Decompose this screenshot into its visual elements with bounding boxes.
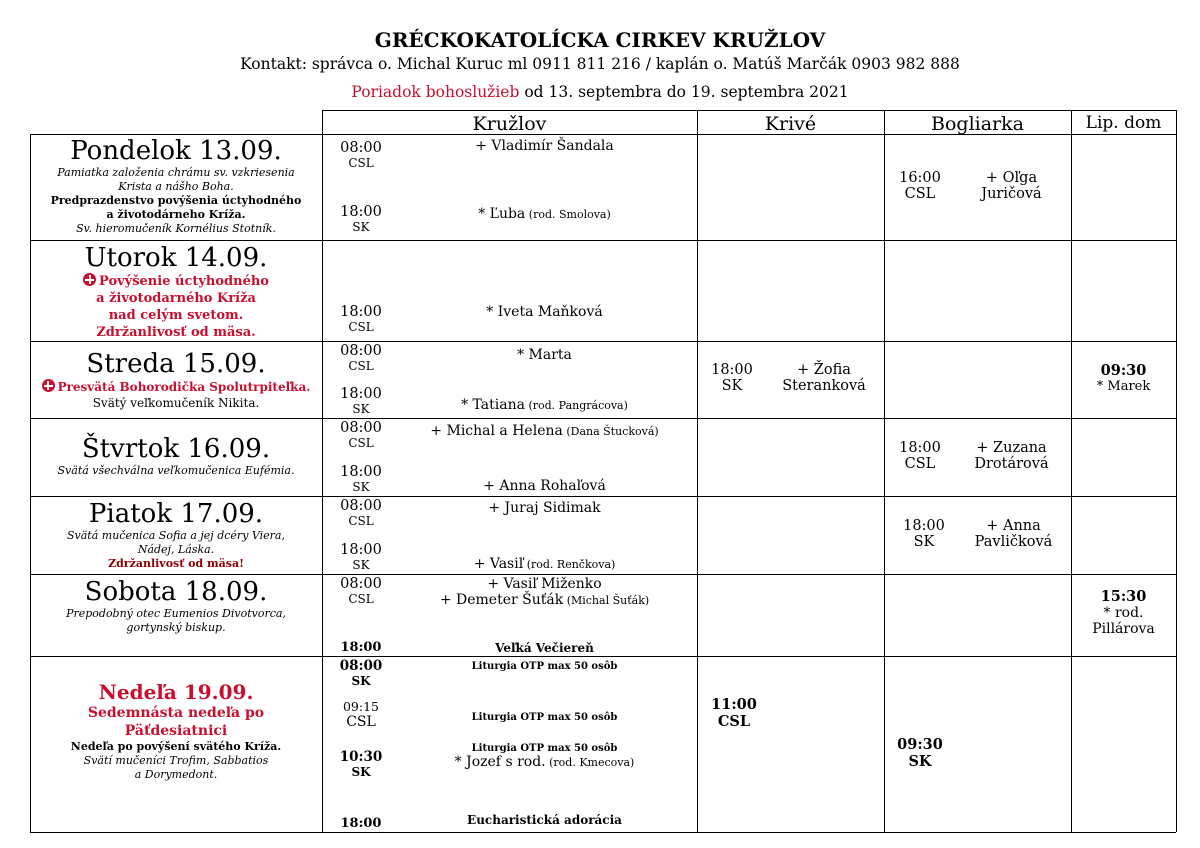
- grid-line: [30, 341, 1176, 342]
- service-time: 18:00: [340, 640, 382, 655]
- intention: * Ľuba (rod. Smolova): [478, 206, 611, 222]
- day-line: gortynský biskup.: [126, 621, 226, 634]
- grid-line: [30, 418, 1176, 419]
- period-dates: od 13. septembra do 19. septembra 2021: [519, 83, 849, 101]
- day-line: a životodarného Kríža: [96, 291, 256, 306]
- intention: Liturgia OTP max 50 osôb: [471, 661, 618, 672]
- service-time: 08:00: [340, 420, 382, 436]
- intention-note: (rod. Smolova): [525, 208, 611, 221]
- intention-note: (rod. Kmecova): [545, 756, 635, 769]
- intention: + Demeter Šuťák (Michal Šuťák): [439, 592, 650, 608]
- day-name: Piatok 17.09.: [88, 499, 264, 529]
- day-line: Svätí mučeníci Trofim, Sabbatios: [83, 754, 269, 767]
- day-name: Sobota 18.09.: [84, 577, 268, 607]
- service-lang: CSL: [348, 359, 374, 373]
- service-lang: SK: [721, 378, 743, 394]
- day-line: Zdržanlivosť od mäsa!: [108, 557, 244, 570]
- intention-note: (rod. Renčkova): [523, 558, 616, 571]
- period-line: [0, 83, 1200, 101]
- period-label: Poriadok bohoslužieb: [351, 83, 520, 101]
- service-time: 08:00: [340, 140, 382, 156]
- intention: * Tatiana (rod. Pangrácova): [461, 397, 628, 413]
- day-line: Nádej, Láska.: [137, 543, 215, 556]
- service-time: 18:00: [340, 542, 382, 558]
- day-name: Nedeľa 19.09.: [98, 680, 254, 704]
- column-header-bogliarka: Bogliarka: [931, 113, 1024, 135]
- service-lang: SK: [913, 534, 935, 550]
- service-time: 16:00: [899, 170, 941, 186]
- day-line: Pamiatka založenia chrámu sv. vzkriesenia: [57, 166, 295, 179]
- day-line: Prepodobný otec Eumenios Divotvorca,: [66, 607, 286, 620]
- intention: + Anna: [986, 518, 1041, 534]
- day-line: a Dorymedont.: [134, 768, 218, 781]
- intention: Liturgia OTP max 50 osôb: [471, 743, 618, 754]
- service-time: 08:00: [339, 658, 383, 674]
- service-lang: SK: [351, 765, 371, 779]
- service-lang: SK: [352, 220, 370, 234]
- intention-note: (Dana Štucková): [562, 425, 659, 438]
- service-time: 10:30: [339, 749, 383, 765]
- day-name: Štvrtok 16.09.: [81, 434, 271, 464]
- intention: Liturgia OTP max 50 osôb: [471, 712, 618, 723]
- service-lang: SK: [352, 480, 370, 494]
- day-line: Povýšenie úctyhodného: [99, 274, 269, 289]
- service-time: 18:00: [340, 204, 382, 220]
- grid-line: [30, 656, 1176, 657]
- service-time: 09:15: [342, 699, 380, 714]
- service-time: 15:30: [1100, 588, 1147, 605]
- service-lang: CSL: [348, 320, 374, 334]
- intention: * Marta: [517, 347, 572, 363]
- intention: + Vladimír Šandala: [475, 138, 614, 154]
- day-line: Svätá mučenica Sofia a jej dcéry Viera,: [67, 529, 285, 542]
- service-lang: CSL: [717, 713, 751, 730]
- service-time: 18:00: [903, 518, 945, 534]
- service-lang: CSL: [346, 714, 376, 730]
- intention: + Anna Rohaľová: [483, 478, 606, 494]
- intention-note: (Michal Šuťák): [563, 594, 650, 607]
- grid-line: [30, 496, 1176, 497]
- intention: Pavličková: [974, 534, 1053, 550]
- service-lang: SK: [908, 753, 932, 770]
- service-time: 09:30: [897, 736, 943, 753]
- day-name: Streda 15.09.: [86, 349, 266, 379]
- day-line: Päťdesiatnici: [124, 723, 228, 739]
- intention: + Juraj Sidimak: [488, 500, 601, 516]
- grid-line: [30, 832, 1176, 833]
- day-name: Utorok 14.09.: [84, 243, 268, 273]
- intention: + Vasiľ (rod. Renčkova): [473, 556, 616, 572]
- day-line: Sv. hieromučeník Kornélius Stotník.: [76, 222, 276, 235]
- intention: * rod.: [1103, 605, 1144, 621]
- column-header-kruzlov: Kružlov: [472, 113, 547, 135]
- intention: Pillárova: [1092, 621, 1155, 637]
- column-header-lipdom: Lip. dom: [1085, 113, 1162, 133]
- intention: Juričová: [981, 186, 1042, 202]
- intention: + Michal a Helena (Dana Štucková): [430, 423, 659, 439]
- day-line: Svätý veľkomučeník Nikita.: [92, 396, 260, 410]
- intention-note: (rod. Pangrácova): [524, 399, 628, 412]
- intention: * Marek: [1096, 379, 1151, 394]
- service-time: 18:00: [340, 304, 382, 320]
- day-line: a životodárneho Kríža.: [106, 208, 246, 221]
- service-lang: SK: [352, 402, 370, 416]
- contact-line: Kontakt: správca o. Michal Kuruc ml 0911 811 216 / kaplán o. Matúš Marčák 0903 982 888: [240, 55, 960, 73]
- grid-line: [322, 110, 1176, 111]
- intention: Steranková: [782, 378, 866, 394]
- column-header-krive: Krivé: [764, 113, 817, 135]
- grid-line: [1176, 110, 1177, 832]
- service-lang: CSL: [904, 186, 936, 202]
- intention: + Zuzana: [976, 440, 1047, 456]
- day-line: nad celým svetom.: [108, 308, 244, 323]
- day-line: Nedeľa po povýšení svätého Kríža.: [70, 740, 282, 753]
- day-line: Zdržanlivosť od mäsa.: [96, 325, 256, 340]
- grid-line: [30, 574, 1176, 575]
- grid-line: [322, 110, 323, 832]
- intention: + Oľga: [985, 170, 1038, 186]
- intention: + Žofia: [797, 362, 851, 378]
- grid-line: [884, 110, 885, 832]
- grid-line: [697, 110, 698, 832]
- day-line: Svätá všechválna veľkomučenica Eufémia.: [57, 464, 295, 477]
- cross-icon: [83, 273, 96, 286]
- service-time: 08:00: [340, 576, 382, 592]
- grid-line: [30, 240, 1176, 241]
- service-time: 08:00: [340, 498, 382, 514]
- service-lang: CSL: [348, 436, 374, 450]
- service-lang: CSL: [348, 514, 374, 528]
- service-time: 18:00: [340, 464, 382, 480]
- service-time: 18:00: [899, 440, 941, 456]
- service-lang: SK: [351, 674, 371, 688]
- intention: Drotárová: [974, 456, 1049, 472]
- day-line: Sedemnásta nedeľa po: [87, 705, 265, 721]
- service-time: 11:00: [711, 696, 757, 713]
- intention: Eucharistická adorácia: [467, 813, 622, 827]
- service-time: 09:30: [1100, 362, 1147, 379]
- service-lang: SK: [352, 558, 370, 572]
- service-lang: CSL: [904, 456, 936, 472]
- day-name: Pondelok 13.09.: [70, 136, 282, 166]
- intention: * Jozef s rod. (rod. Kmecova): [454, 754, 635, 770]
- grid-line: [1071, 110, 1072, 832]
- service-lang: CSL: [348, 592, 374, 606]
- page-title: GRÉCKOKATOLÍCKA CIRKEV KRUŽLOV: [374, 28, 826, 52]
- service-time: 18:00: [711, 362, 753, 378]
- intention: + Vasiľ Miženko: [487, 576, 602, 592]
- day-line: Krista a nášho Boha.: [118, 180, 234, 193]
- service-time: 18:00: [340, 386, 382, 402]
- service-time: 18:00: [340, 816, 382, 831]
- day-line: Predprazdenstvo povýšenia úctyhodného: [50, 194, 302, 207]
- service-lang: CSL: [348, 156, 374, 170]
- service-time: 08:00: [340, 343, 382, 359]
- intention: Veľká Večiereň: [495, 641, 594, 655]
- cross-icon: [42, 379, 55, 392]
- intention: * Iveta Maňková: [486, 304, 603, 320]
- day-line: Presvätá Bohorodička Spolutrpiteľka.: [57, 380, 311, 394]
